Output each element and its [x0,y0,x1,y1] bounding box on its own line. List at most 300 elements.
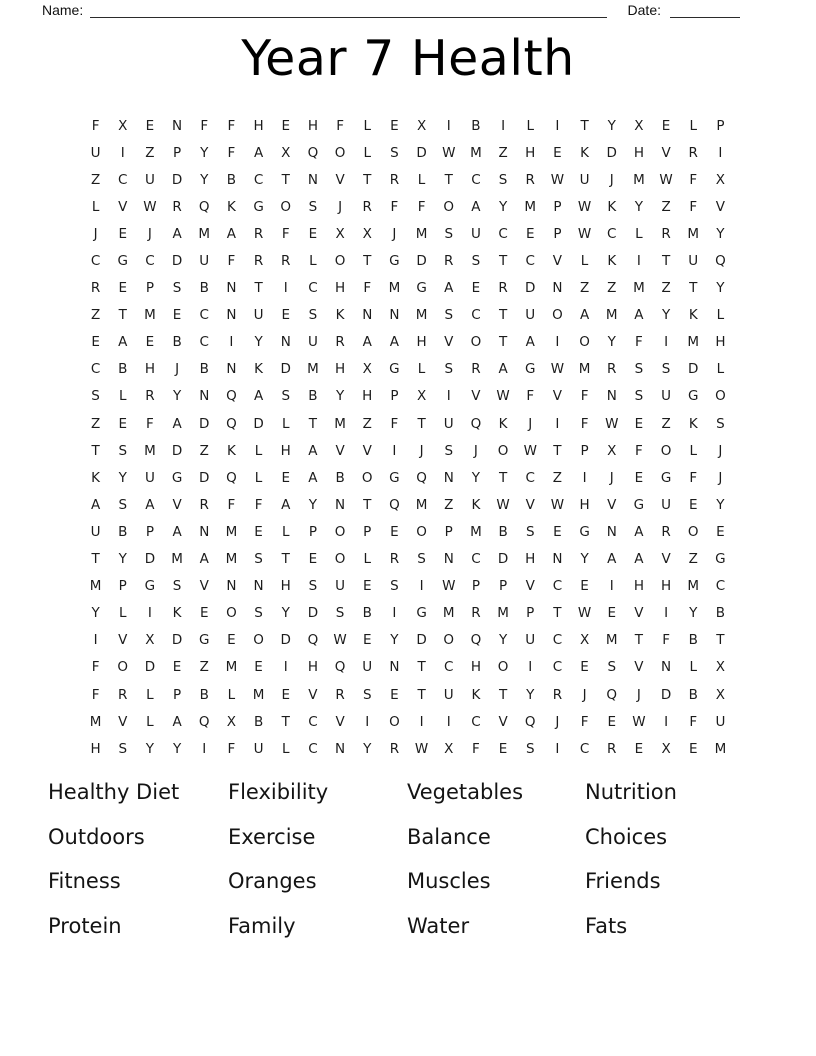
grid-letter: K [498,415,508,432]
grid-letter: M [524,198,537,215]
grid-letter: X [281,144,291,161]
grid-letter: H [307,117,318,134]
grid-letter: O [443,198,455,215]
word-list-item: Choices [585,824,668,849]
grid-letter: O [579,334,590,351]
grid-letter: S [444,307,454,324]
grid-letter: K [91,469,100,486]
grid-letter: N [172,117,183,134]
grid-letter: O [470,334,482,351]
word-list-item: Family [228,913,296,938]
grid-letter: K [254,361,263,378]
grid-letter: Y [607,334,616,351]
grid-letter: N [226,361,237,378]
grid-letter: P [471,578,480,595]
grid-letter: A [118,334,128,351]
grid-letter: T [254,280,263,297]
word-list [48,779,786,957]
grid-letter: D [171,442,183,459]
grid-letter: Y [689,605,698,622]
grid-letter: R [525,171,535,188]
grid-letter: E [308,551,318,568]
grid-letter: Z [552,469,563,486]
grid-letter: S [254,551,263,568]
grid-letter: F [580,415,589,432]
word-list-item: Vegetables [407,780,524,804]
grid-letter: O [389,713,400,730]
grid-letter: B [308,388,318,405]
grid-letter: S [525,740,535,757]
grid-letter: G [715,551,726,568]
grid-letter: C [253,171,264,188]
grid-letter: G [416,605,427,622]
grid-letter: J [609,469,614,486]
grid-letter: P [553,198,562,215]
grid-letter: E [553,523,562,540]
grid-letter: V [471,388,481,405]
grid-letter: D [660,686,672,703]
grid-letter: Y [172,740,182,757]
grid-letter: A [634,523,644,540]
grid-letter: M [470,523,482,540]
grid-letter: D [525,280,536,297]
grid-letter: L [227,686,236,703]
grid-letter: C [498,225,508,242]
grid-letter: P [498,578,508,595]
grid-letter: M [442,605,455,622]
grid-letter: E [688,740,698,757]
grid-letter: N [335,740,346,757]
grid-letter: I [365,713,370,730]
grid-letter: O [443,632,455,649]
grid-letter: W [550,361,565,378]
grid-letter: E [634,415,644,432]
grid-letter: F [254,496,263,513]
grid-letter: X [634,117,644,134]
grid-letter: Y [254,334,263,351]
grid-letter: I [555,117,560,134]
grid-letter: Y [716,280,725,297]
grid-letter: V [661,551,671,568]
grid-letter: H [633,578,644,595]
grid-letter: L [417,171,426,188]
grid-letter: D [253,415,264,432]
grid-letter: A [362,334,372,351]
grid-letter: W [577,198,592,215]
grid-letter: T [716,632,725,649]
grid-letter: V [335,713,345,730]
grid-letter: A [389,334,400,351]
grid-letter: B [226,171,237,188]
grid-letter: M [470,144,482,161]
grid-letter: C [199,334,209,351]
grid-letter: F [526,388,535,405]
grid-letter: C [579,740,590,757]
grid-letter: E [580,659,589,676]
grid-letter: W [577,605,592,622]
grid-letter: E [199,605,209,622]
grid-letter: U [715,713,726,730]
grid-letter: R [552,686,563,703]
grid-letter: U [688,253,699,270]
grid-letter: G [389,253,400,270]
grid-letter: M [89,713,102,730]
grid-letter: T [91,442,100,459]
grid-letter: E [390,523,399,540]
grid-letter: B [471,117,481,134]
word-list-item: Exercise [228,824,316,849]
grid-letter: A [226,225,237,242]
grid-letter: C [90,253,101,270]
grid-letter: Y [118,469,127,486]
grid-letter: U [144,469,155,486]
grid-letter: I [446,713,451,730]
grid-letter: U [661,388,672,405]
grid-letter: R [444,253,454,270]
grid-letter: T [553,442,562,459]
grid-letter: R [90,280,101,297]
grid-letter: B [715,605,726,622]
word-list-item: Protein [48,913,122,938]
word-list-item: Outdoors [48,824,145,849]
grid-letter: I [446,388,451,405]
grid-letter: Q [389,496,400,513]
grid-letter: O [497,442,509,459]
grid-letter: G [660,469,672,486]
grid-letter: B [335,469,345,486]
grid-letter: D [307,605,319,622]
grid-letter: S [661,361,671,378]
grid-letter: S [254,605,263,622]
grid-letter: L [91,198,100,215]
grid-letter: V [552,253,563,270]
grid-letter: S [308,578,318,595]
name-blank-line[interactable] [90,2,606,18]
grid-letter: T [444,171,453,188]
grid-letter: O [253,632,264,649]
grid-letter: N [199,523,210,540]
grid-letter: V [308,686,318,703]
grid-letter: T [498,686,508,703]
grid-letter: M [605,307,618,324]
grid-letter: T [281,171,290,188]
grid-letter: A [634,551,644,568]
grid-letter: Y [498,632,508,649]
grid-letter: Z [661,198,671,215]
grid-letter: B [118,361,128,378]
grid-letter: G [144,578,156,595]
grid-letter: E [145,117,155,134]
grid-letter: Y [390,632,399,649]
grid-letter: D [416,144,427,161]
grid-letter: Z [444,496,454,513]
grid-letter: T [281,713,290,730]
grid-letter: Q [226,388,237,405]
grid-letter: C [552,578,563,595]
word-list-item: Oranges [228,869,317,894]
grid-letter: L [689,659,697,676]
grid-letter: I [555,334,560,351]
grid-letter: U [579,171,590,188]
grid-letter: A [308,442,318,459]
grid-letter: G [688,388,699,405]
grid-letter: E [91,334,100,351]
grid-letter: G [579,523,590,540]
grid-letter: N [661,659,672,676]
grid-letter: L [281,740,290,757]
grid-letter: P [145,523,154,540]
grid-letter: B [118,523,128,540]
grid-letter: V [715,198,726,215]
grid-letter: Y [661,307,671,324]
grid-letter: C [199,307,209,324]
grid-letter: F [635,334,643,351]
grid-letter: U [525,307,536,324]
grid-letter: W [143,198,157,215]
grid-letter: F [390,415,399,432]
grid-letter: I [93,632,98,649]
date-label: Date: [627,2,661,18]
grid-letter: F [689,198,698,215]
name-label: Name: [42,2,84,18]
grid-letter: W [550,171,565,188]
grid-letter: C [90,361,101,378]
grid-letter: P [716,117,725,134]
grid-letter: E [281,686,290,703]
grid-letter: C [471,551,481,568]
grid-letter: A [525,334,535,351]
grid-letter: S [308,307,318,324]
grid-letter: N [199,388,210,405]
grid-letter: U [199,253,210,270]
grid-letter: U [307,334,318,351]
grid-letter: Q [307,144,319,161]
grid-letter: S [716,415,725,432]
grid-letter: O [334,253,346,270]
grid-letter: G [171,469,183,486]
grid-letter: X [715,171,726,188]
grid-letter: I [392,442,397,459]
grid-letter: E [634,740,644,757]
grid-letter: A [199,551,209,568]
grid-letter: E [118,225,127,242]
grid-letter: V [634,605,644,622]
grid-letter: A [253,144,264,161]
grid-letter: N [443,469,454,486]
grid-letter: O [552,307,563,324]
grid-letter: S [634,361,644,378]
date-blank-line[interactable] [670,2,740,18]
grid-letter: Z [688,551,698,568]
grid-letter: F [91,686,100,703]
grid-letter: I [419,713,424,730]
grid-letter: V [118,713,128,730]
grid-letter: U [525,632,536,649]
grid-letter: I [501,117,506,134]
grid-letter: W [523,442,537,459]
grid-letter: T [498,307,508,324]
grid-letter: K [172,605,182,622]
grid-letter: Y [471,469,481,486]
grid-letter: X [362,225,372,242]
grid-letter: G [253,198,264,215]
grid-letter: H [334,361,346,378]
grid-letter: Q [715,253,726,270]
grid-letter: A [471,198,481,215]
grid-letter: A [281,496,291,513]
grid-letter: T [661,253,671,270]
grid-letter: R [607,361,617,378]
grid-letter: X [661,740,671,757]
grid-letter: I [202,740,207,757]
grid-letter: M [171,551,183,568]
grid-letter: R [389,171,400,188]
grid-letter: S [444,361,454,378]
grid-letter: M [334,415,346,432]
grid-letter: E [172,307,182,324]
grid-letter: C [308,740,318,757]
grid-letter: P [172,144,182,161]
grid-letter: G [416,280,427,297]
grid-letter: O [660,442,672,459]
grid-letter: K [226,198,236,215]
grid-letter: G [525,361,536,378]
grid-letter: C [607,225,617,242]
grid-letter: R [281,253,291,270]
grid-letter: D [144,551,156,568]
grid-letter: U [470,225,481,242]
grid-letter: C [471,307,481,324]
grid-letter: W [414,740,429,757]
grid-letter: J [392,225,397,242]
grid-letter: K [688,415,698,432]
grid-letter: V [172,496,182,513]
grid-letter: Y [145,740,155,757]
grid-letter: N [226,307,237,324]
grid-letter: E [661,117,671,134]
grid-letter: E [362,578,372,595]
grid-letter: A [579,307,590,324]
header [42,2,740,19]
grid-letter: S [118,496,128,513]
grid-letter: N [606,523,617,540]
grid-letter: Z [362,415,372,432]
grid-letter: S [172,578,182,595]
grid-letter: M [198,225,211,242]
grid-letter: G [389,361,400,378]
grid-letter: A [172,225,182,242]
grid-letter: Y [91,605,100,622]
grid-letter: Y [716,225,725,242]
grid-letter: F [336,117,344,134]
grid-letter: U [253,307,264,324]
grid-letter: Y [281,605,290,622]
grid-letter: Y [118,551,127,568]
grid-letter: N [389,659,400,676]
grid-letter: S [525,523,535,540]
grid-letter: Z [661,280,671,297]
grid-letter: L [254,469,263,486]
grid-letter: K [471,496,481,513]
grid-letter: N [389,307,400,324]
grid-letter: V [335,171,345,188]
grid-letter: O [416,523,427,540]
grid-letter: F [91,659,100,676]
grid-letter: U [661,496,672,513]
grid-letter: I [664,713,669,730]
grid-letter: H [633,144,644,161]
grid-letter: F [390,198,399,215]
grid-letter: O [334,523,346,540]
grid-letter: O [687,523,699,540]
grid-letter: J [419,442,424,459]
grid-letter: Y [335,388,345,405]
grid-letter: M [225,659,238,676]
grid-letter: A [253,388,264,405]
grid-letter: Z [661,415,671,432]
word-list-item: Nutrition [585,780,677,804]
grid-letter: S [362,686,372,703]
grid-letter: F [580,388,589,405]
grid-letter: E [390,117,399,134]
grid-letter: U [335,578,346,595]
grid-letter: W [605,415,619,432]
grid-letter: P [526,605,535,622]
grid-letter: A [172,523,182,540]
grid-letter: P [444,523,453,540]
word-search-grid [82,112,734,762]
grid-letter: K [335,307,345,324]
grid-letter: E [118,415,127,432]
grid-letter: M [415,307,428,324]
grid-letter: U [443,415,454,432]
grid-letter: S [118,442,128,459]
grid-letter: O [334,551,346,568]
grid-letter: Z [199,442,209,459]
word-list-item: Fitness [48,869,121,894]
grid-letter: A [172,415,182,432]
grid-letter: W [333,632,347,649]
grid-letter: B [688,632,698,649]
grid-letter: N [226,578,237,595]
grid-letter: R [688,144,698,161]
grid-letter: R [607,740,617,757]
grid-letter: B [199,280,209,297]
grid-letter: W [659,171,673,188]
grid-letter: E [362,632,372,649]
grid-letter: S [172,280,182,297]
grid-letter: O [715,388,726,405]
grid-letter: Z [607,280,617,297]
grid-letter: V [199,578,209,595]
grid-letter: H [307,659,318,676]
grid-letter: R [389,740,400,757]
grid-letter: L [716,361,725,378]
grid-letter: K [688,307,698,324]
grid-letter: E [634,469,644,486]
grid-letter: K [471,686,481,703]
grid-letter: E [227,632,236,649]
grid-letter: V [498,713,508,730]
grid-letter: L [363,144,371,161]
grid-letter: E [580,578,589,595]
grid-letter: X [607,442,617,459]
grid-letter: N [253,578,264,595]
grid-letter: I [555,415,560,432]
grid-letter: R [362,198,372,215]
grid-letter: V [118,632,128,649]
grid-letter: D [199,415,210,432]
